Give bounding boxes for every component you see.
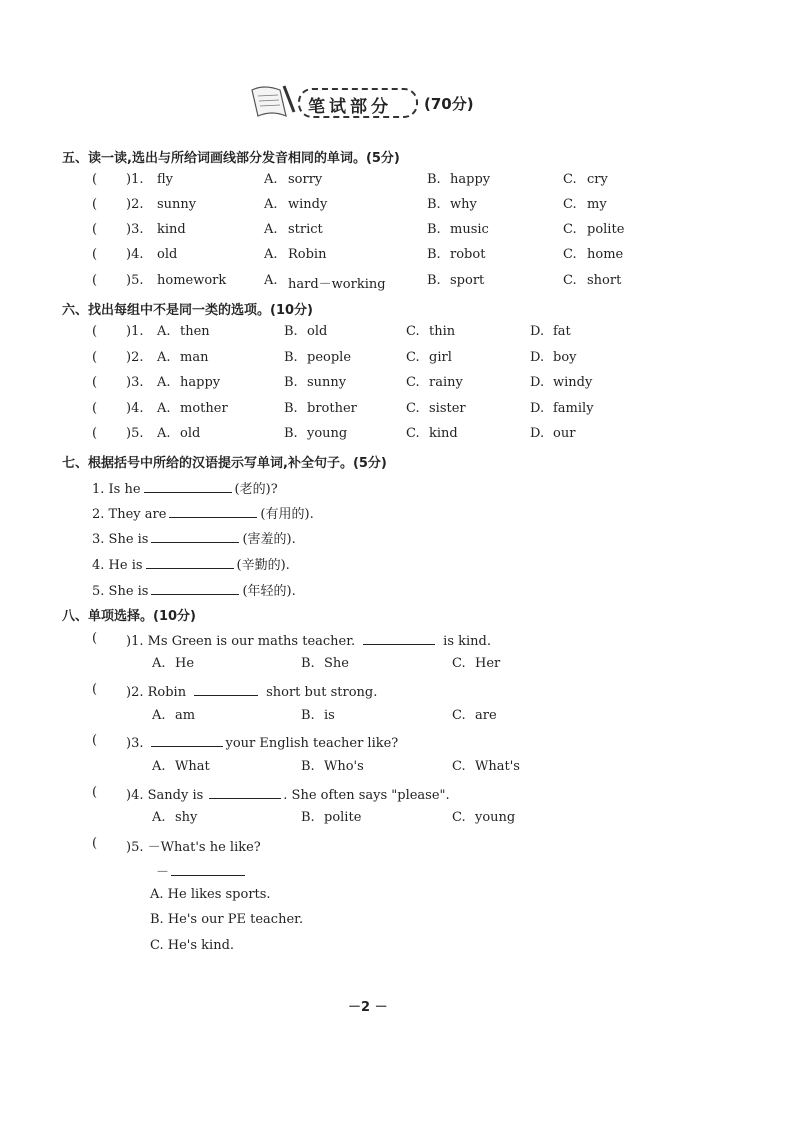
- scroll-pen-icon: [246, 82, 300, 124]
- option-letter: A.: [264, 273, 278, 288]
- option-word: people: [307, 350, 352, 365]
- option-word: What: [175, 759, 210, 774]
- option-letter: C.: [406, 324, 420, 339]
- question-number: )2.: [126, 685, 144, 700]
- option-word: What's: [475, 759, 520, 774]
- option-letter: C.: [406, 375, 420, 390]
- sentence-start: 1. Is he: [92, 482, 141, 497]
- section-7-heading: 七、根据括号中所给的汉语提示写单词,补全句子。(5分): [62, 456, 387, 471]
- option-word: cry: [587, 172, 608, 187]
- option-letter: B.: [301, 759, 315, 774]
- question-number: )3.: [126, 375, 144, 390]
- answer-blank[interactable]: [151, 529, 239, 543]
- answer-paren: (: [92, 682, 98, 697]
- target-word: sunny: [157, 197, 197, 212]
- option-letter: A.: [152, 656, 166, 671]
- option-word: fat: [553, 324, 571, 339]
- option-letter: C.: [452, 708, 466, 723]
- option-letter: C.: [563, 273, 577, 288]
- question-number: )4.: [126, 401, 144, 416]
- answer-paren: (: [92, 401, 98, 416]
- option-letter: D.: [530, 350, 545, 365]
- target-word: old: [157, 247, 178, 262]
- option-word: sport: [450, 273, 485, 288]
- target-word: fly: [157, 172, 174, 187]
- page-number: －2 －: [348, 1000, 388, 1015]
- option-word: short: [587, 273, 622, 288]
- option-word: music: [450, 222, 489, 237]
- dialogue-response-line: [156, 861, 247, 880]
- answer-blank[interactable]: [151, 581, 239, 595]
- question-number: )1.: [126, 172, 144, 187]
- option-word: old: [180, 426, 201, 441]
- answer-paren: (: [92, 324, 98, 339]
- option-word: sorry: [288, 172, 323, 187]
- list-item: [92, 503, 314, 522]
- answer-blank[interactable]: [144, 479, 232, 493]
- answer-paren: (: [92, 733, 98, 748]
- option-letter: C.: [563, 197, 577, 212]
- chinese-hint: (害羞的).: [242, 532, 296, 547]
- target-word: kind: [157, 222, 186, 237]
- answer-blank[interactable]: [169, 504, 257, 518]
- option-letter: A.: [264, 247, 278, 262]
- option-word: strict: [288, 222, 323, 237]
- sentence-start: 2. They are: [92, 507, 167, 522]
- option-letter: B.: [301, 656, 315, 671]
- question-number: )2.: [126, 197, 144, 212]
- question-4: [126, 785, 450, 803]
- option-letter: B.: [427, 172, 441, 187]
- option-letter: C.: [406, 401, 420, 416]
- option-letter: B.: [284, 324, 298, 339]
- option-word: boy: [553, 350, 577, 365]
- option-letter: C.: [563, 222, 577, 237]
- question-number: )2.: [126, 350, 144, 365]
- option-word: old: [307, 324, 328, 339]
- answer-paren: (: [92, 273, 98, 288]
- option-word: happy: [450, 172, 491, 187]
- chinese-hint: (老的)?: [234, 482, 278, 497]
- option-letter: A.: [152, 708, 166, 723]
- option-letter: C.: [452, 810, 466, 825]
- option-word: then: [180, 324, 210, 339]
- option-letter: A.: [152, 810, 166, 825]
- chinese-hint: (辛勤的).: [236, 558, 290, 573]
- page-title: 笔试部分: [308, 97, 392, 117]
- option-letter: B.: [427, 197, 441, 212]
- answer-paren: (: [92, 426, 98, 441]
- option-word: young: [307, 426, 348, 441]
- option-word: robot: [450, 247, 486, 262]
- option-letter: A.: [157, 426, 171, 441]
- option-letter: D.: [530, 401, 545, 416]
- option-word: am: [175, 708, 196, 723]
- question-number: )5.: [126, 840, 144, 855]
- answer-blank[interactable]: [146, 555, 234, 569]
- option-letter: B.: [301, 810, 315, 825]
- dialogue-dash: －: [156, 865, 170, 880]
- question-text: Sandy is: [147, 788, 204, 803]
- question-text-end: short but strong.: [266, 685, 378, 700]
- question-number: )4.: [126, 788, 144, 803]
- answer-paren: (: [92, 631, 98, 646]
- option-word: sunny: [307, 375, 347, 390]
- option-word: girl: [429, 350, 452, 365]
- question-2: [126, 682, 377, 700]
- option-word: Robin: [288, 247, 327, 262]
- option-word: polite: [587, 222, 625, 237]
- option-word: windy: [553, 375, 593, 390]
- option-letter: B.: [427, 222, 441, 237]
- question-text-end: . She often says "please".: [283, 788, 450, 803]
- question-text: Ms Green is our maths teacher.: [147, 634, 356, 649]
- option-letter: C.: [452, 656, 466, 671]
- question-number: )1.: [126, 324, 144, 339]
- option-letter: C.: [406, 426, 420, 441]
- sentence-start: 5. She is: [92, 584, 149, 599]
- section-8-heading: 八、单项选择。(10分): [62, 609, 196, 624]
- option-word: happy: [180, 375, 221, 390]
- question-text: －What's he like?: [147, 840, 261, 855]
- option-letter: D.: [530, 324, 545, 339]
- option-letter: B.: [284, 375, 298, 390]
- option-word: shy: [175, 810, 198, 825]
- question-text-end: is kind.: [443, 634, 491, 649]
- list-item: [92, 554, 290, 573]
- option-word: man: [180, 350, 209, 365]
- answer-blank[interactable]: [194, 682, 258, 696]
- option-word: is: [324, 708, 335, 723]
- option-line: B. He's our PE teacher.: [150, 912, 304, 927]
- option-letter: C.: [406, 350, 420, 365]
- question-number: )1.: [126, 634, 144, 649]
- option-letter: B.: [301, 708, 315, 723]
- section-6-heading: 六、找出每组中不是同一类的选项。(10分): [62, 303, 313, 318]
- answer-paren: (: [92, 785, 98, 800]
- option-letter: A.: [157, 375, 171, 390]
- option-letter: C.: [563, 172, 577, 187]
- option-letter: A.: [264, 172, 278, 187]
- option-letter: A.: [157, 350, 171, 365]
- option-word: Who's: [324, 759, 364, 774]
- option-word: kind: [429, 426, 458, 441]
- option-word: hard－working: [288, 277, 386, 292]
- sentence-start: 4. He is: [92, 558, 143, 573]
- option-word: windy: [288, 197, 328, 212]
- question-number: )3.: [126, 736, 144, 751]
- option-letter: A.: [264, 197, 278, 212]
- answer-paren: (: [92, 247, 98, 262]
- option-word: home: [587, 247, 624, 262]
- option-word: why: [450, 197, 477, 212]
- answer-paren: (: [92, 350, 98, 365]
- option-word: brother: [307, 401, 357, 416]
- option-letter: A.: [157, 324, 171, 339]
- option-word: family: [553, 401, 594, 416]
- section-5-heading: 五、读一读,选出与所给词画线部分发音相同的单词。(5分): [62, 151, 400, 166]
- option-word: rainy: [429, 375, 463, 390]
- option-letter: B.: [284, 401, 298, 416]
- list-item: [92, 528, 296, 547]
- answer-blank[interactable]: [363, 631, 435, 645]
- answer-paren: (: [92, 836, 98, 851]
- answer-blank[interactable]: [209, 785, 281, 799]
- option-letter: A.: [264, 222, 278, 237]
- option-word: Her: [475, 656, 501, 671]
- answer-paren: (: [92, 197, 98, 212]
- option-letter: C.: [452, 759, 466, 774]
- answer-paren: (: [92, 172, 98, 187]
- question-text-end: your English teacher like?: [225, 736, 399, 751]
- question-number: )3.: [126, 222, 144, 237]
- answer-blank[interactable]: [151, 733, 223, 747]
- option-letter: C.: [563, 247, 577, 262]
- question-number: )4.: [126, 247, 144, 262]
- option-word: our: [553, 426, 576, 441]
- option-word: thin: [429, 324, 456, 339]
- option-letter: B.: [284, 426, 298, 441]
- chinese-hint: (年轻的).: [242, 584, 296, 599]
- option-letter: A.: [157, 401, 171, 416]
- chinese-hint: (有用的).: [260, 507, 314, 522]
- title-score: (70分): [424, 95, 474, 113]
- option-word: He: [175, 656, 195, 671]
- option-line: A. He likes sports.: [150, 887, 271, 902]
- option-letter: B.: [427, 247, 441, 262]
- question-number: )5.: [126, 273, 144, 288]
- option-word: She: [324, 656, 349, 671]
- option-letter: B.: [284, 350, 298, 365]
- option-letter: B.: [427, 273, 441, 288]
- option-letter: D.: [530, 375, 545, 390]
- answer-blank[interactable]: [171, 862, 245, 876]
- option-letter: A.: [152, 759, 166, 774]
- option-letter: D.: [530, 426, 545, 441]
- list-item: [92, 478, 278, 497]
- question-3: [126, 733, 398, 751]
- question-number: )5.: [126, 426, 144, 441]
- list-item: [92, 580, 296, 599]
- answer-paren: (: [92, 375, 98, 390]
- answer-paren: (: [92, 222, 98, 237]
- question-text: Robin: [147, 685, 187, 700]
- option-word: polite: [324, 810, 362, 825]
- question-1: [126, 631, 491, 649]
- option-word: mother: [180, 401, 228, 416]
- question-5: [126, 836, 261, 855]
- option-word: young: [475, 810, 516, 825]
- section-title-banner: [246, 82, 496, 124]
- target-word: homework: [157, 273, 227, 288]
- option-word: sister: [429, 401, 466, 416]
- option-word: are: [475, 708, 497, 723]
- option-line: C. He's kind.: [150, 938, 235, 953]
- sentence-start: 3. She is: [92, 532, 149, 547]
- option-word: my: [587, 197, 607, 212]
